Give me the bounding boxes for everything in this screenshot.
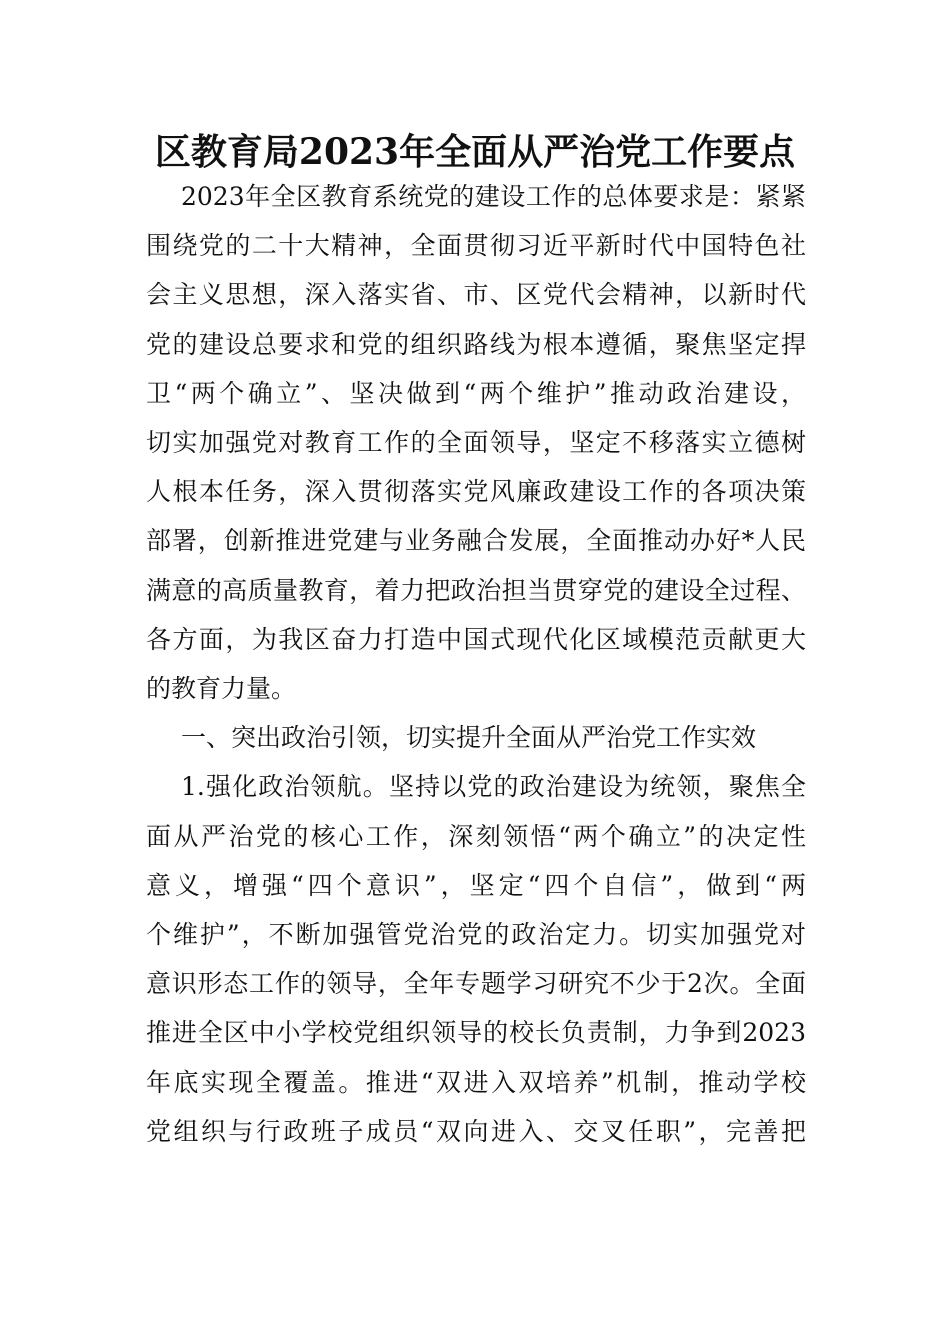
body-line: 围绕党的二十大精神，全面贯彻习近平新时代中国特色社 — [146, 231, 806, 261]
body-line: 推进全区中小学校党组织领导的校长负责制，力争到2023 — [146, 1018, 806, 1048]
body-line: 1.强化政治领航。坚持以党的政治建设为统领，聚焦全 — [181, 772, 806, 802]
body-line: 党组织与行政班子成员“双向进入、交叉任职”，完善把 — [146, 1116, 806, 1146]
body-line: 会主义思想，深入落实省、市、区党代会精神，以新时代 — [146, 280, 806, 310]
body-line: 部署，创新推进党建与业务融合发展，全面推动办好*人民 — [146, 526, 806, 556]
body-line: 切实加强党对教育工作的全面领导，坚定不移落实立德树 — [146, 428, 806, 457]
document-title: 区教育局2023年全面从严治党工作要点 — [154, 131, 796, 173]
body-line: 的教育力量。 — [146, 674, 297, 703]
body-line: 面从严治党的核心工作，深刻领悟“两个确立”的决定性 — [146, 821, 806, 851]
body-line: 人根本任务，深入贯彻落实党风廉政建设工作的各项决策 — [146, 477, 806, 507]
body-line: 年底实现全覆盖。推进“双进入双培养”机制，推动学校 — [146, 1067, 806, 1097]
body-line: 意识形态工作的领导，全年专题学习研究不少于2次。全面 — [146, 969, 806, 999]
body-line: 各方面，为我区奋力打造中国式现代化区域模范贡献更大 — [146, 624, 806, 654]
body-line: 2023年全区教育系统党的建设工作的总体要求是：紧紧 — [181, 182, 806, 211]
body-line: 意义，增强“四个意识”，坚定“四个自信”，做到“两 — [146, 870, 806, 900]
body-line: 卫“两个确立”、坚决做到“两个维护”推动政治建设， — [146, 378, 806, 408]
body-line: 党的建设总要求和党的组织路线为根本遵循，聚焦坚定捍 — [146, 329, 806, 359]
body-line: 一、突出政治引领，切实提升全面从严治党工作实效 — [181, 723, 757, 753]
body-line: 满意的高质量教育，着力把政治担当贯穿党的建设全过程、 — [146, 575, 806, 605]
body-line: 个维护”，不断加强管党治党的政治定力。切实加强党对 — [146, 920, 806, 949]
